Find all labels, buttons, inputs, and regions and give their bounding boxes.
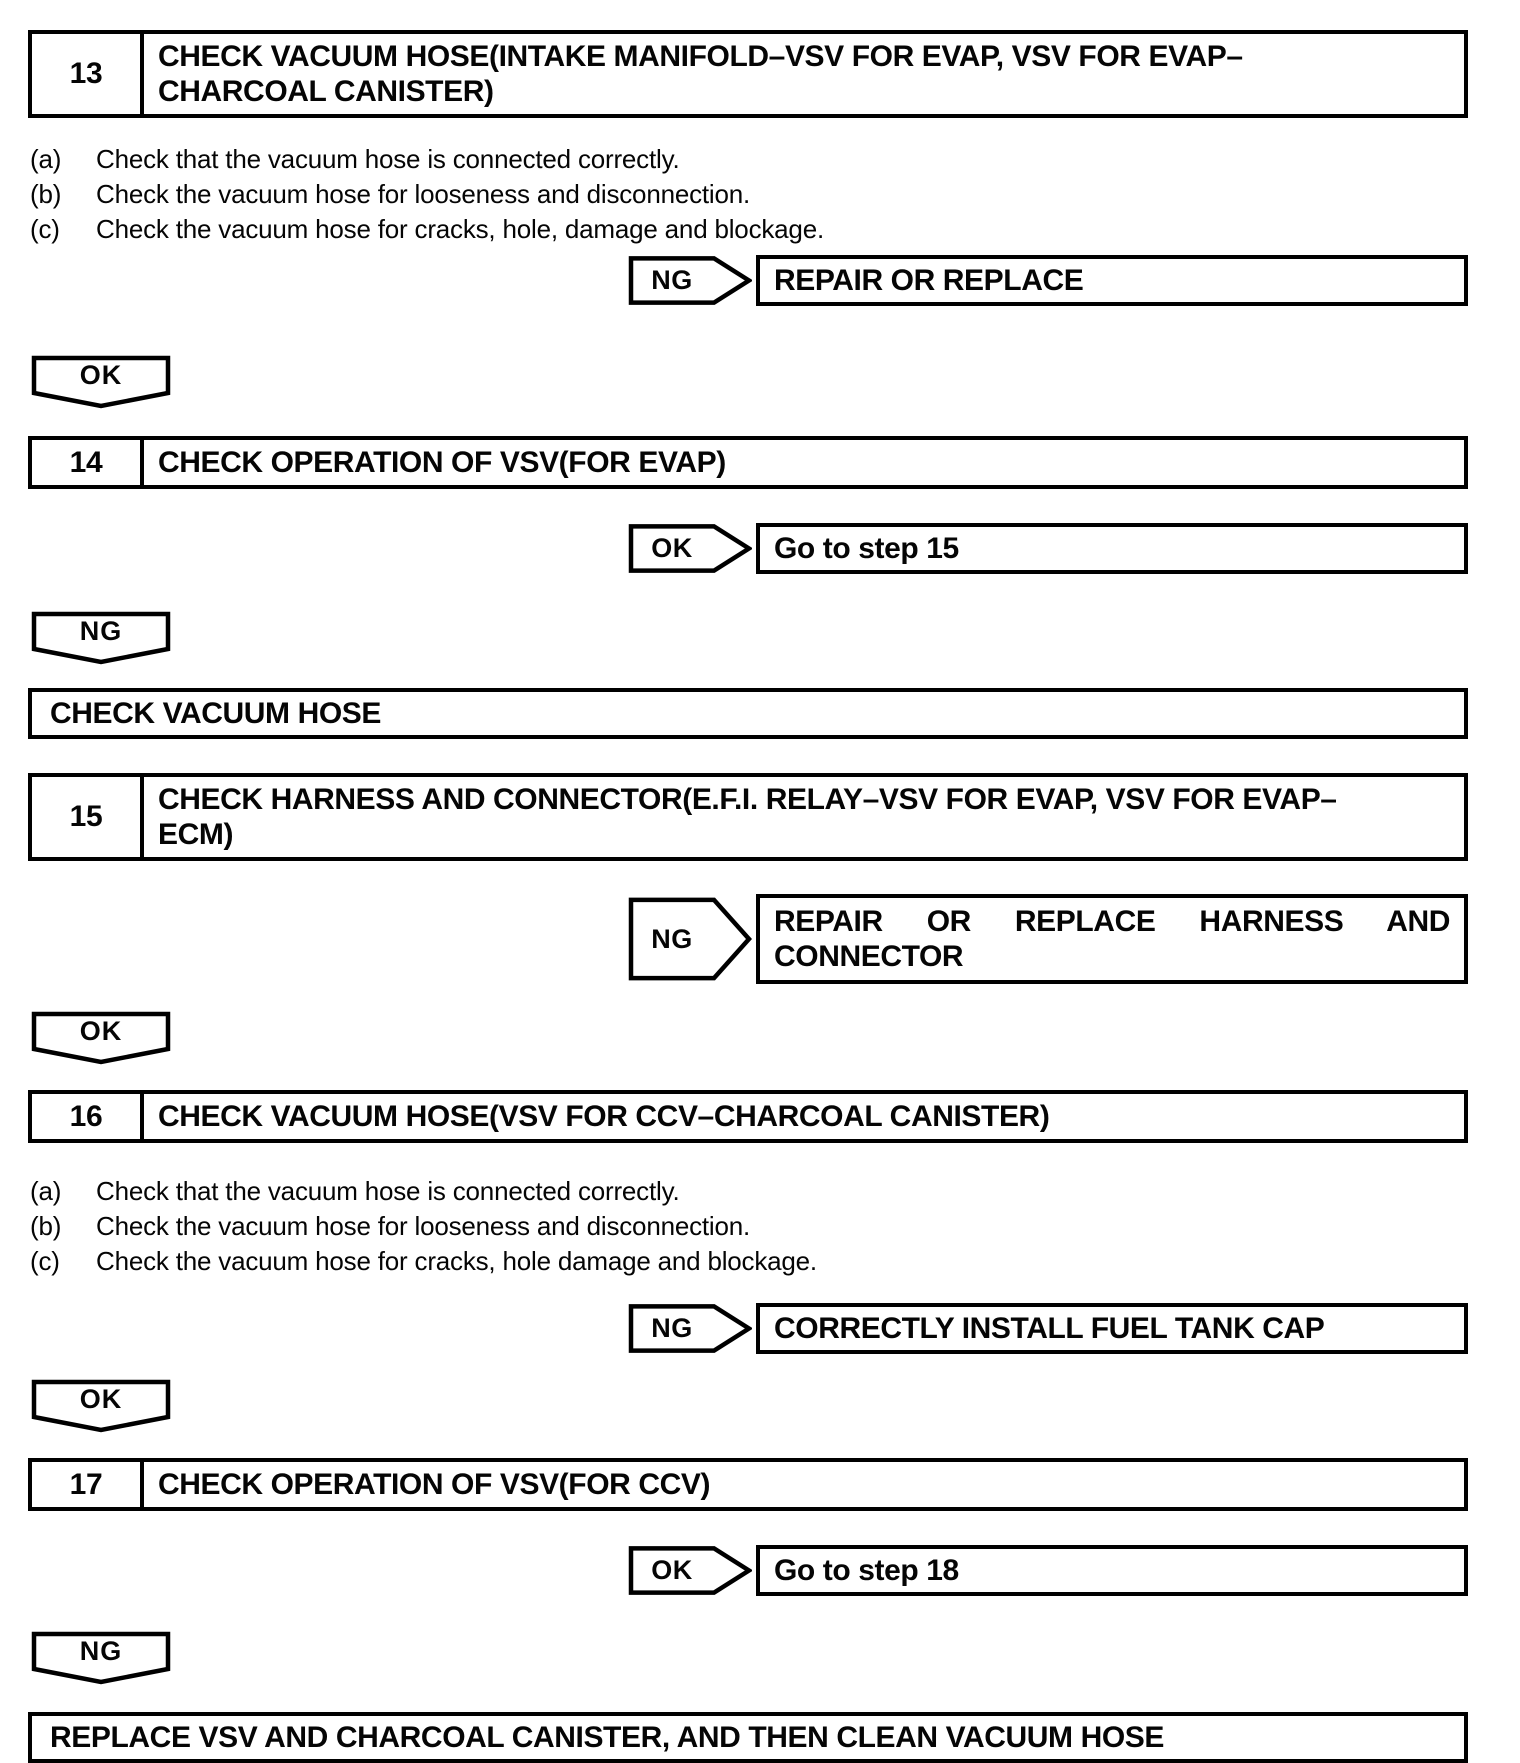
check-vacuum-hose-action-box: CHECK VACUUM HOSE [28,688,1468,739]
ok-status-tag [30,1010,172,1066]
ng-arrow-tag [628,255,752,306]
step-14-title-text: CHECK OPERATION OF VSV(FOR EVAP) [158,446,726,479]
step-16-title-text: CHECK VACUUM HOSE(VSV FOR CCV–CHARCOAL CANISTER) [158,1100,1050,1133]
step-13-ng-action-box: REPAIR OR REPLACE [756,255,1468,306]
check-item-a [30,142,1468,177]
step-16-header-box [28,1090,1468,1143]
step-13-number: 13 [32,34,144,114]
check-item-b-label: (b) [30,1211,62,1241]
step-15-ng-branch [628,894,1468,984]
ng-status-tag [30,610,172,666]
check-item-a-text: Check that the vacuum hose is connected correctly. [96,144,680,174]
final-action-box: REPLACE VSV AND CHARCOAL CANISTER, AND THEN CLEAN VACUUM HOSE [28,1712,1468,1763]
step-16-number: 16 [32,1094,144,1139]
ok-status-label: OK [79,1383,123,1414]
ng-arrow-label: NG [651,265,693,295]
check-item-c [30,212,1468,247]
ok-arrow-label: OK [651,533,693,563]
check-item-c [30,1244,1468,1279]
check-item-a-text: Check that the vacuum hose is connected correctly. [96,1176,680,1206]
check-item-a-label: (a) [30,144,62,174]
check-item-c-label: (c) [30,1246,60,1276]
ok-status-tag [30,1378,172,1434]
step-15-number: 15 [32,777,144,857]
step-13-title [144,34,1464,114]
ok-status-label: OK [79,1015,123,1046]
ng-arrow-tag [628,1303,752,1354]
step-13-ng-branch [628,255,1468,306]
ok-arrow-label: OK [651,1555,693,1585]
ng-status-tag [30,1630,172,1686]
ok-status-label: OK [79,359,123,390]
step-14-ok-action-box: Go to step 15 [756,523,1468,574]
check-item-c-text: Check the vacuum hose for cracks, hole, damage and blockage. [96,214,824,244]
step-13-header-box [28,30,1468,118]
ng-status-label: NG [79,615,123,646]
check-item-b [30,1209,1468,1244]
step-13-title-text: CHECK VACUUM HOSE(INTAKE MANIFOLD–VSV FOR EVAP, VSV FOR EVAP–CHARCOAL CANISTER) [158,40,1243,108]
check-item-b-text: Check the vacuum hose for looseness and disconnection. [96,1211,751,1241]
step-17-title-text: CHECK OPERATION OF VSV(FOR CCV) [158,1468,711,1501]
step-14-title [144,440,1464,485]
check-item-b-text: Check the vacuum hose for looseness and disconnection. [96,179,751,209]
step-17-ok-branch [628,1545,1468,1596]
step-15-title [144,777,1464,857]
step-17-number: 17 [32,1462,144,1507]
ok-arrow-tag [628,523,752,574]
step-16-ng-action-box: CORRECTLY INSTALL FUEL TANK CAP [756,1303,1468,1354]
step-16-title [144,1094,1464,1139]
check-item-b [30,177,1468,212]
check-item-a-label: (a) [30,1176,62,1206]
step-15-title-text: CHECK HARNESS AND CONNECTOR(E.F.I. RELAY–VSV FOR EVAP, VSV FOR EVAP–ECM) [158,783,1337,851]
ok-status-tag [30,354,172,410]
step-16-ng-branch [628,1303,1468,1354]
check-item-c-text: Check the vacuum hose for cracks, hole damage and blockage. [96,1246,817,1276]
step-16-check-list [30,1174,1468,1279]
check-item-b-label: (b) [30,179,62,209]
step-15-ng-action-box: REPAIR OR REPLACE HARNESS AND CONNECTOR [756,894,1468,984]
check-item-a [30,1174,1468,1209]
step-17-ok-action-box: Go to step 18 [756,1545,1468,1596]
step-13-check-list [30,142,1468,247]
ng-status-label: NG [79,1635,123,1666]
ng-arrow-label: NG [651,1313,693,1343]
step-14-header-box [28,436,1468,489]
step-14-number: 14 [32,440,144,485]
ok-arrow-tag [628,1545,752,1596]
check-item-c-label: (c) [30,214,60,244]
step-17-title [144,1462,1464,1507]
ng-arrow-tag [628,894,752,984]
ng-arrow-label: NG [651,923,693,954]
step-15-header-box [28,773,1468,861]
step-14-ok-branch [628,523,1468,574]
step-17-header-box [28,1458,1468,1511]
